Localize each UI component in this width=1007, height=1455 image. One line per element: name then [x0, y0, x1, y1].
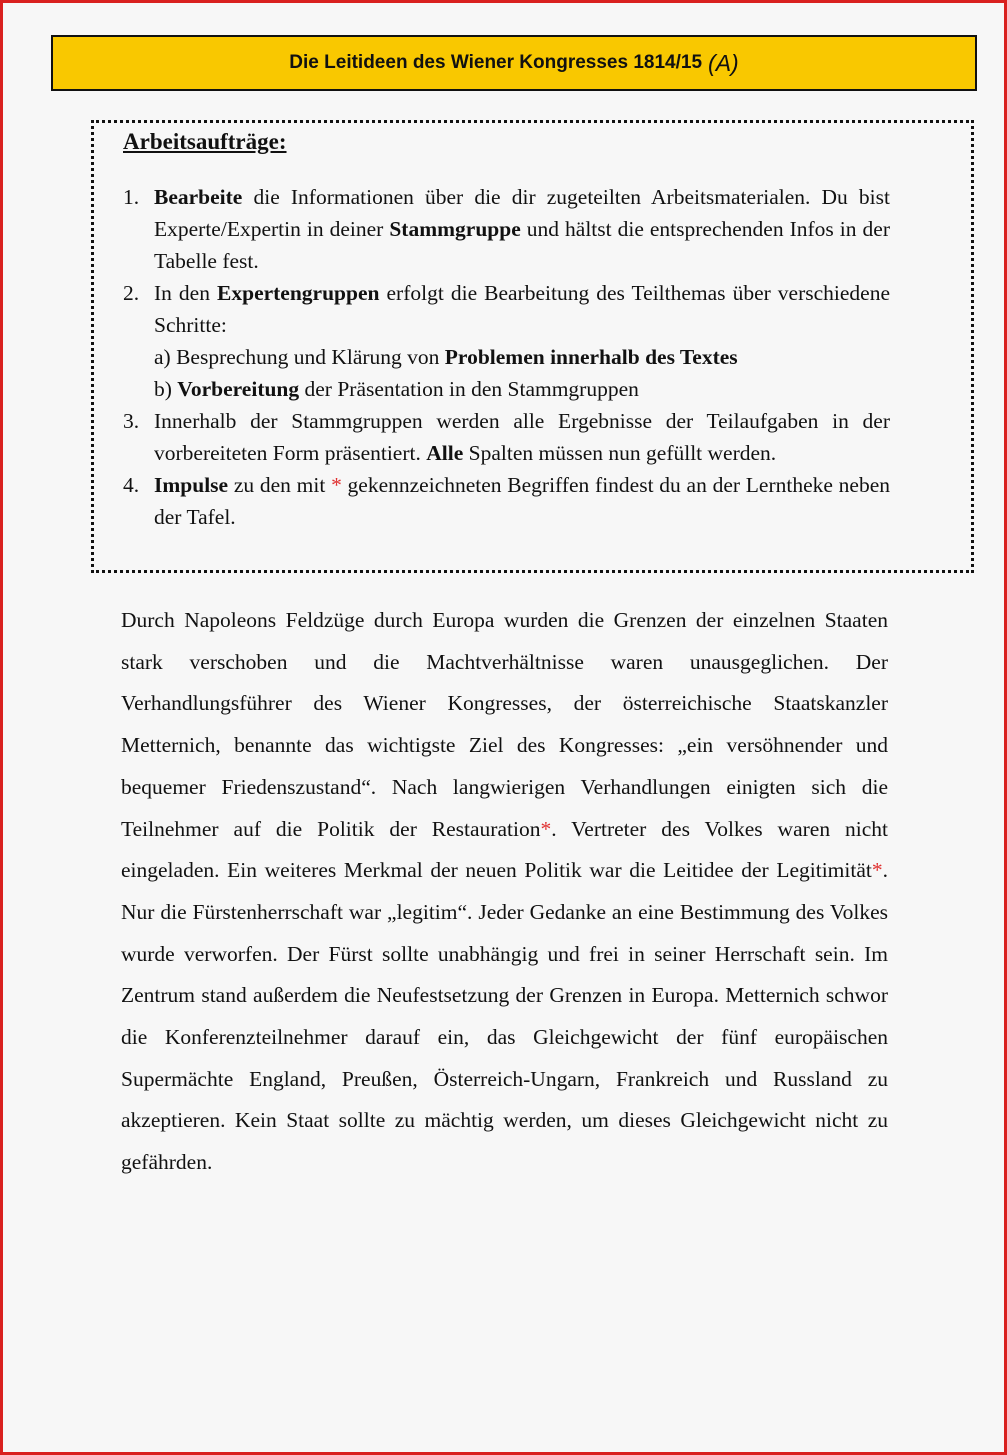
- task-item-3: [123, 405, 890, 469]
- task-text-bold: Vorbereitung: [177, 377, 300, 401]
- asterisk-marker: *: [331, 473, 342, 497]
- task-text: erfolgt die Bearbeitung des Teilthemas über verschiedene Schritte:: [154, 281, 891, 337]
- task-text-bold: Alle: [426, 441, 464, 465]
- worksheet-title: Die Leitideen des Wiener Kongresses 1814/15: [289, 52, 703, 73]
- body-text-part: Durch Napoleons Feldzüge durch Europa wurden die Grenzen der einzelnen Staaten stark verschoben und die Machtverhältnisse waren unausgeglichen. Der Verhandlungsführer des Wiener Kongresses, der österreichische Staatskanzler Metternich, benannte das wichtigste Ziel des Kongresses: „ein versöhnender und bequemer Friedenszustand“. Nach langwierigen Verhandlungen einigten sich die Teilnehmer auf die Politik der Restauration: [121, 608, 888, 841]
- task-substep-b: [154, 373, 890, 405]
- body-text-part: . Vertreter des Volkes waren nicht eingeladen. Ein weiteres Merkmal der neuen Politik war die Leitidee der Legitimität: [121, 816, 889, 883]
- task-text-bold: Stammgruppe: [389, 217, 521, 241]
- task-text: b): [154, 377, 178, 401]
- body-text-part: . Nur die Fürstenherrschaft war „legitim“. Jeder Gedanke an eine Bestimmung des Volkes wurde verworfen. Der Fürst sollte unabhängig und frei in seiner Herrschaft sein. Im Zentrum stand außerdem die Neufestsetzung der Grenzen in Europa. Metternich schwor die Konferenzteilnehmer darauf ein, das Gleichgewicht der fünf europäischen Supermächte England, Preußen, Österreich-Ungarn, Frankreich und Russland zu akzeptieren. Kein Staat sollte zu mächtig werden, um dieses Gleichgewicht nicht zu gefährden.: [121, 858, 888, 1175]
- task-number: 3.: [123, 409, 140, 433]
- task-item-2: [123, 277, 890, 405]
- task-number: 4.: [123, 473, 140, 497]
- worksheet-variant: (A): [708, 49, 739, 76]
- task-text-bold: Bearbeite: [154, 185, 243, 209]
- task-text: Spalten müssen nun gefüllt werden.: [463, 441, 777, 465]
- task-text: a) Besprechung und Klärung von: [154, 345, 445, 369]
- task-item-4: [123, 469, 890, 533]
- asterisk-marker: *: [540, 816, 552, 841]
- task-text: gekennzeichneten Begriffen findest du an der Lerntheke neben der Tafel.: [154, 473, 890, 529]
- task-substep-a: [154, 341, 890, 373]
- task-text: und hältst die entsprechenden Infos in der Tabelle fest.: [154, 217, 890, 273]
- task-list: [123, 181, 890, 533]
- body-paragraph: [121, 600, 888, 1184]
- tasks-heading: Arbeitsaufträge:: [123, 129, 287, 154]
- task-item-1: [123, 181, 890, 277]
- task-number: 2.: [123, 281, 140, 305]
- task-text-bold: Expertengruppen: [217, 281, 380, 305]
- task-text-bold: Problemen innerhalb des Textes: [444, 345, 738, 369]
- tasks-box: [91, 120, 974, 573]
- asterisk-marker: *: [871, 858, 883, 883]
- task-number: 1.: [123, 185, 140, 209]
- task-text: Innerhalb der Stammgruppen werden alle Ergebnisse der Teilaufgaben in der vorbereiteten Form präsentiert.: [154, 409, 890, 465]
- task-text: zu den mit: [228, 473, 332, 497]
- title-banner: [51, 35, 977, 91]
- task-text: In den: [154, 281, 218, 305]
- task-text-bold: Impulse: [154, 473, 229, 497]
- task-text: die Informationen über die dir zugeteilten Arbeitsmaterialen. Du bist Experte/Expertin in deiner: [154, 185, 890, 241]
- task-text: der Präsentation in den Stammgruppen: [299, 377, 639, 401]
